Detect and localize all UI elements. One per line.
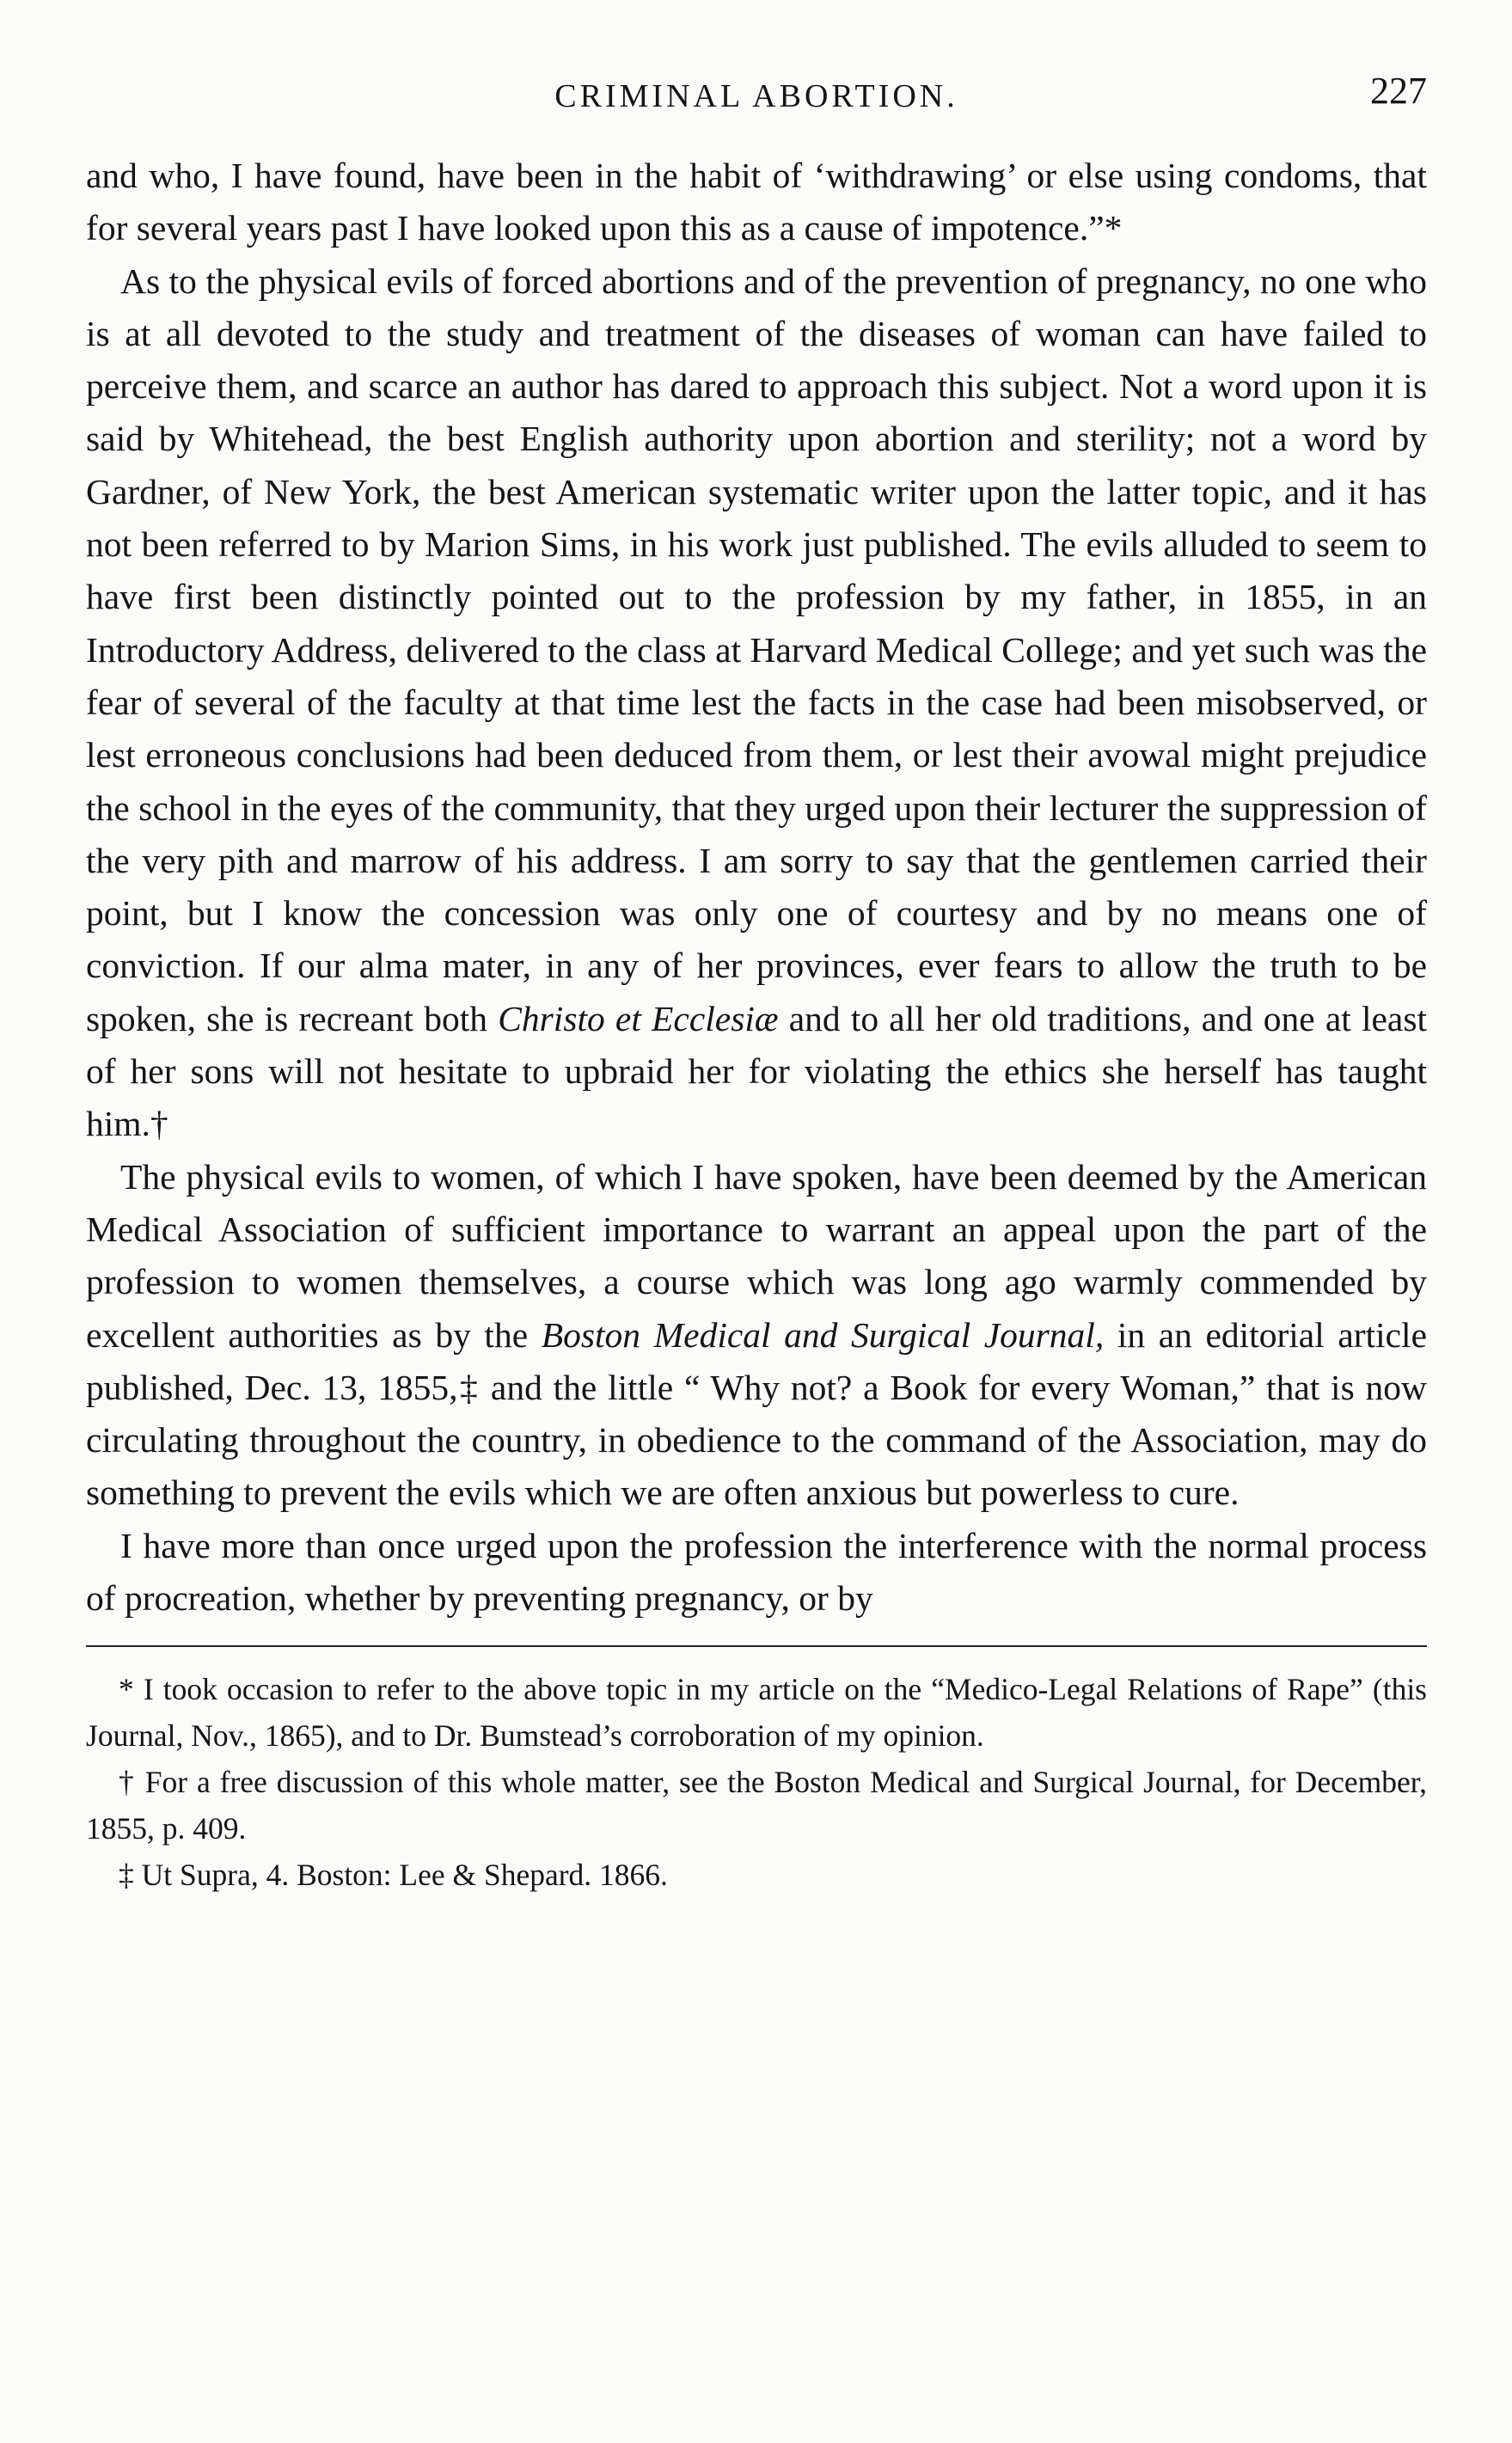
footnote-divider xyxy=(86,1645,1427,1647)
paragraph-2 xyxy=(86,255,1427,1151)
running-title: CRIMINAL ABORTION. xyxy=(554,78,958,114)
running-head xyxy=(86,60,1427,138)
paragraph-2-text-a: As to the physical evils of forced abortions and of the prevention of pregnancy, no one who is at all devoted to the study and treatment of the diseases of woman can have failed to perceive them, and scarce an author has dared to approach this subject. Not a word upon it is said by Whitehead, the best English authority upon abortion and sterility; not a word by Gardner, of New York, the best American systematic writer upon the latter topic, and it has not been referred to by Marion Sims, in his work just published. The evils alluded to seem to have first been distinctly pointed out to the profession by my father, in 1855, in an Introductory Address, delivered to the class at Harvard Medical College; and yet such was the fear of several of the faculty at that time lest the facts in the case had been misobserved, or lest erroneous conclusions had been deduced from them, or lest their avowal might prejudice the school in the eyes of the community, that they urged upon their lecturer the suppression of the very pith and marrow of his address. I am sorry to say that the gentlemen carried their point, but I know the concession was only one of courtesy and by no means one of conviction. If our alma mater, in any of her provinces, ever fears to allow the truth to be spoken, she is recreant both xyxy=(86,260,1427,1038)
paragraph-3 xyxy=(86,1151,1427,1520)
paragraph-3-text-b: in an editorial article published, Dec. 13, 1855,‡ and the little “ Why not? a Book for every Woman,” that is now circulating throughout the country, in obedience to the command of the Association, may do something to prevent the evils which we are often anxious but powerless to cure. xyxy=(86,1314,1428,1513)
page-number: 227 xyxy=(1370,70,1427,112)
book-page xyxy=(86,60,1427,1898)
footnotes xyxy=(86,1666,1427,1898)
paragraph-4: I have more than once urged upon the profession the interference with the normal process of procreation, whether by preventing pregnancy, or by xyxy=(86,1525,1427,1619)
paragraph-2-latin-phrase: Christo et Ecclesiæ xyxy=(498,998,779,1038)
paragraph-3-journal-title: Boston Medical and Surgical Journal, xyxy=(541,1314,1105,1355)
paragraph-2-text-b: and to all her old traditions, and one at least of her sons will not hesitate to upbraid her for violating the ethics she herself has taught him.† xyxy=(86,998,1428,1144)
footnote-3: ‡ Ut Supra, 4. Boston: Lee & Shepard. 1866. xyxy=(119,1858,668,1893)
footnote-1: * I took occasion to refer to the above topic in my article on the “Medico-Legal Relations of Rape” (this Journal, Nov., 1865), and to Dr. Bumstead’s corroboration of my opinion. xyxy=(86,1672,1427,1754)
footnote-2: † For a free discussion of this whole matter, see the Boston Medical and Surgical Journal, for December, 1855, p. 409. xyxy=(86,1765,1427,1846)
paragraph-1: and who, I have found, have been in the habit of ‘withdrawing’ or else using condoms, that for several years past I have looked upon this as a cause of impotence.”* xyxy=(86,156,1427,248)
paragraph-3-text-a: The physical evils to women, of which I have spoken, have been deemed by the American Medical Association of sufficient importance to warrant an appeal upon the part of the profession to women themselves, a course which was long ago warmly commended by excellent authorities as by the xyxy=(86,1156,1427,1355)
body-text xyxy=(86,150,1427,1625)
